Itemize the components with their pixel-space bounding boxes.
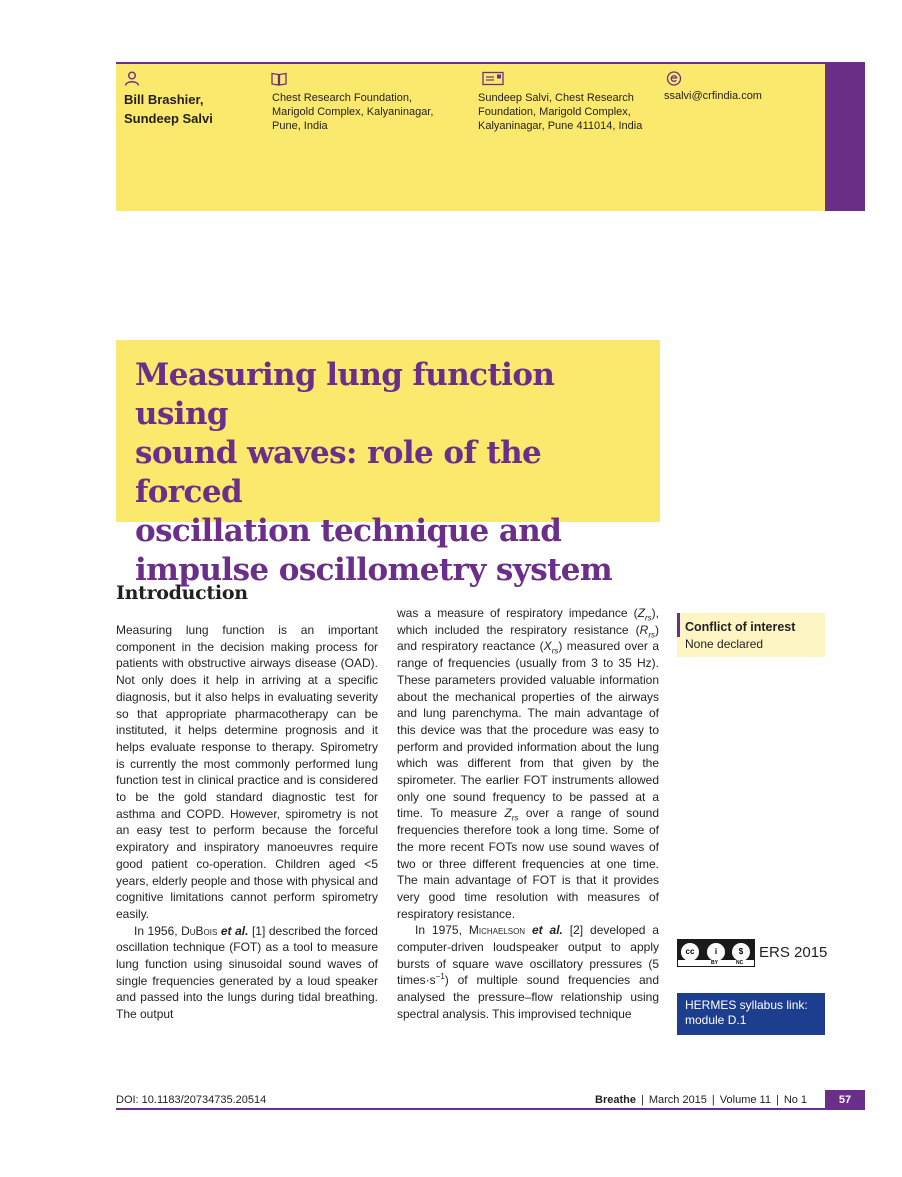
page-number-box — [825, 1090, 865, 1110]
doi: DOI: 10.1183/20734735.20514 — [116, 1094, 267, 1106]
superscript: −1 — [435, 972, 445, 982]
footer-rule — [116, 1108, 825, 1110]
separator: | — [711, 1094, 715, 1106]
author-citation: Michaelson — [468, 923, 526, 938]
coi-heading: Conflict of interest — [685, 620, 796, 634]
symbol-r: R — [639, 622, 649, 637]
text-run: ) of multiple sound frequencies and analysed the pressure–flow relationship using spectral analysis. This improvised technique — [397, 973, 659, 1021]
text-run: [1] described the forced oscillation technique (FOT) as a tool to measure lung function using sinusoidal sound waves of single frequencies generated by a loud speaker and passed into the lungs during tidal breathing. The output — [116, 923, 378, 1022]
hermes-link[interactable]: HERMES syllabus link: module D.1 — [685, 998, 808, 1027]
envelope-icon — [482, 71, 504, 86]
paragraph — [397, 922, 659, 1022]
subscript-rs: rs — [644, 613, 652, 623]
separator: | — [640, 1094, 644, 1106]
author-name: Bill Brashier, — [124, 92, 204, 107]
title-line: impulse oscillometry system — [135, 552, 613, 588]
author-name: Sundeep Salvi — [124, 111, 213, 126]
body-column-2 — [397, 605, 659, 1023]
subscript-rs: rs — [551, 646, 559, 656]
et-al: et al. — [525, 923, 563, 938]
paragraph — [116, 923, 378, 1023]
affiliation-line: Chest Research Foundation, — [272, 92, 413, 104]
title-line: sound waves: role of the forced — [135, 435, 542, 510]
cc-by-label: BY — [711, 960, 718, 966]
paragraph: Measuring lung function is an important component in the decision making process for patients with obstructive airways disease (OAD). Not only does it help in arriving at a specific diagnosis, but it also helps in evaluating severity so that appropriate pharmacotherapy can be instituted, it helps determine prognosis and it helps evaluate response to therapy. Spirometry is currently the most commonly performed lung function test in clinical practice and is considered to be the gold standard diagnostic test for asthma and COPD. However, spirometry is not an easy test to perform because the forceful expiratory and inspiratory manoeuvres require good patient co-operation. Children aged <5 years, elderly people and those with physical and cognitive limitations cannot perform spirometry easily. — [116, 623, 378, 921]
symbol-x: X — [543, 639, 552, 654]
affiliation-line: Marigold Complex, Kalyaninagar, — [272, 106, 434, 118]
copyright-year: ERS 2015 — [759, 944, 828, 961]
text-run: ) and respiratory reactance ( — [397, 622, 659, 654]
correspondence-address — [478, 91, 642, 133]
address-line: Kalyaninagar, Pune 411014, India — [478, 120, 643, 132]
issue-number: No 1 — [783, 1094, 808, 1106]
subscript-rs: rs — [511, 813, 519, 823]
author-info-band — [116, 63, 865, 211]
body-column-1 — [116, 622, 378, 1023]
text-run: In 1975, — [415, 923, 469, 938]
person-icon — [124, 71, 140, 86]
section-heading: Introduction — [116, 582, 248, 604]
subscript-rs: rs — [648, 630, 655, 640]
title-line: oscillation technique and — [135, 513, 562, 549]
noncommercial-icon: $ — [732, 943, 750, 961]
text-run: ) measured over a range of frequencies (usually from 3 to 35 Hz). These parameters provided valuable information about the mechanical properties of the airways and lung parenchyma. The main advantage of this device was that the procedure was easy to perform and provided information about the lung which was different from that given by the spirometer. The earlier FOT instruments allowed only one sound frequency to be passed at a time. To measure — [397, 639, 659, 821]
affiliation — [272, 91, 433, 133]
book-icon — [271, 71, 287, 86]
text-run: was a measure of respiratory impedance ( — [397, 606, 638, 620]
et-al: et al. — [217, 923, 249, 938]
separator: | — [775, 1094, 779, 1106]
journal-meta — [595, 1094, 807, 1106]
creative-commons-license-icon[interactable] — [677, 939, 755, 967]
email-link[interactable]: ssalvi@crfindia.com — [664, 90, 762, 102]
author-names — [124, 90, 213, 128]
email-at-icon — [666, 71, 682, 86]
title-line: Measuring lung function using — [135, 357, 555, 432]
attribution-icon: i — [707, 943, 725, 961]
journal-name: Breathe — [595, 1094, 636, 1106]
coi-text: None declared — [685, 637, 764, 651]
symbol-z: Z — [637, 606, 645, 620]
text-run: over a range of sound frequencies therefore took a long time. Some of the more recent FOTs now use sound waves of two or three different frequencies at one time. The main advantage of FOT is that it provides very good time resolution with measures of respiratory resistance. — [397, 806, 659, 921]
text-run: In 1956, — [134, 923, 182, 938]
article-title — [135, 356, 645, 590]
address-line: Sundeep Salvi, Chest Research — [478, 92, 634, 104]
text-run: ), which included the respiratory resistance ( — [397, 606, 659, 637]
affiliation-line: Pune, India — [272, 120, 328, 132]
issue-date: March 2015 — [648, 1094, 707, 1106]
header-accent-tab — [825, 62, 865, 211]
cc-icon: cc — [681, 943, 699, 961]
text-run: [2] developed a computer-driven loudspeaker output to apply bursts of square wave oscillatory pressures (5 times·s — [397, 923, 659, 988]
hermes-syllabus-box[interactable] — [677, 993, 825, 1035]
header-top-rule — [116, 62, 825, 64]
symbol-z: Z — [504, 806, 512, 821]
cc-nc-label: NC — [736, 960, 744, 966]
paragraph — [397, 605, 659, 922]
page-number: 57 — [838, 1094, 852, 1106]
conflict-of-interest-box — [677, 613, 825, 657]
coi-accent-bar — [677, 613, 680, 637]
title-block — [116, 340, 660, 588]
volume: Volume 11 — [719, 1094, 771, 1106]
address-line: Foundation, Marigold Complex, — [478, 106, 631, 118]
author-citation: DuBois — [181, 923, 218, 938]
